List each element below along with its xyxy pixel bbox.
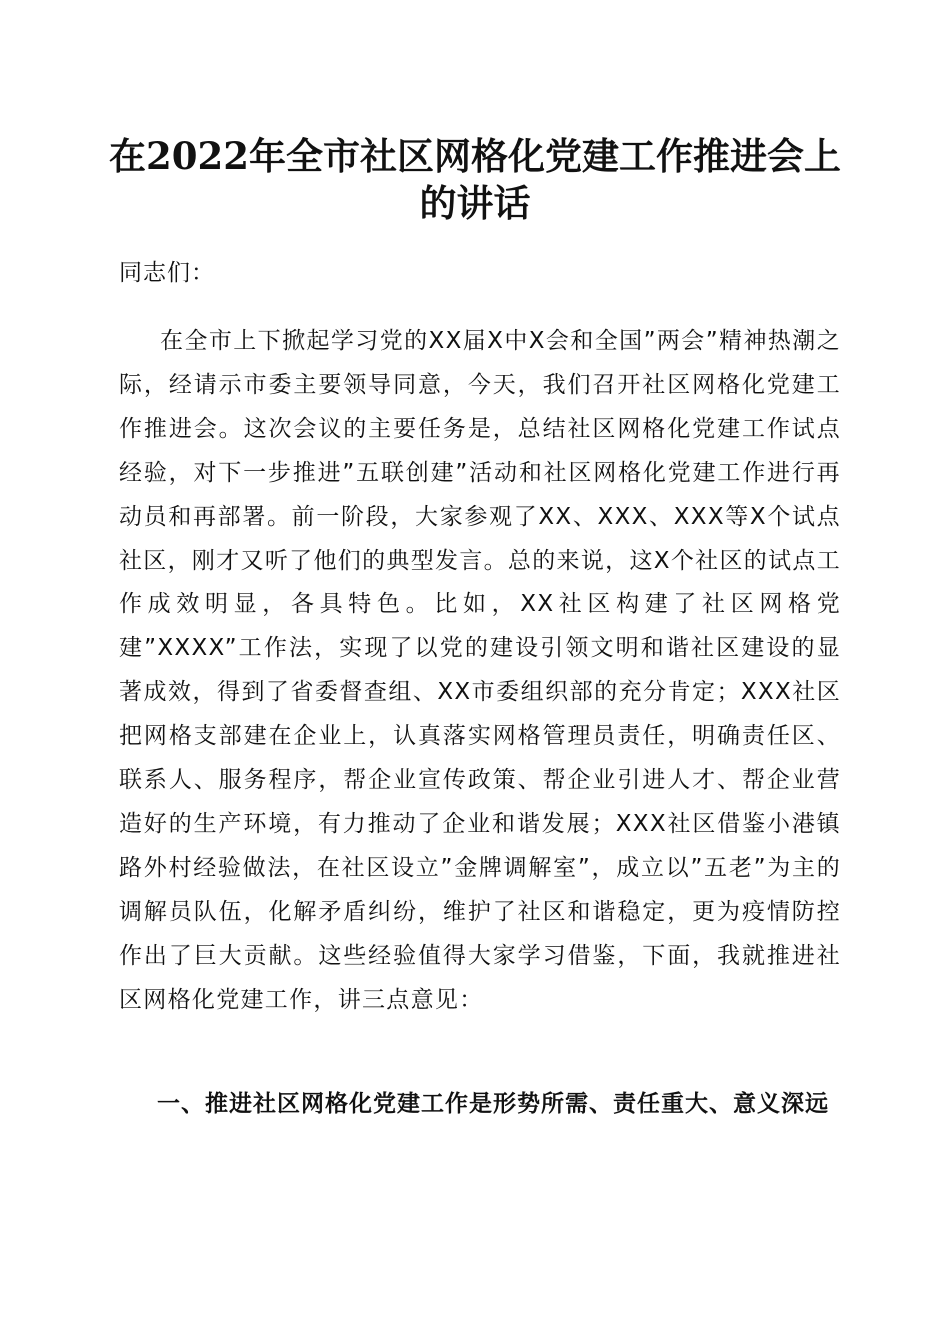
section-heading-1: 一、推进社区网格化党建工作是形势所需、责任重大、意义深远 xyxy=(157,1091,829,1117)
title-line-2: 的讲话 xyxy=(419,181,531,225)
document-title xyxy=(100,133,850,227)
title-line-1: 在2022年全市社区网格化党建工作推进会上 xyxy=(109,134,841,178)
body-paragraph: 在全市上下掀起学习党的XX届X中X会和全国”两会”精神热潮之际，经请示市委主要领导同意，今天，我们召开社区网格化党建工作推进会。这次会议的主要任务是，总结社区网格化党建工作试点经验，对下一步推进”五联创建”活动和社区网格化党建工作进行再动员和再部署。前一阶段，大家参观了XX、XXX、XXX等X个试点社区，刚才又听了他们的典型发言。总的来说，这X个社区的试点工作成效明显，各具特色。比如，XX社区构建了社区网格党建”XXXX”工作法，实现了以党的建设引领文明和谐社区建设的显著成效，得到了省委督查组、XX市委组织部的充分肯定；XXX社区把网格支部建在企业上，认真落实网格管理员责任，明确责任区、联系人、服务程序，帮企业宣传政策、帮企业引进人才、帮企业营造好的生产环境，有力推动了企业和谐发展；XXX社区借鉴小港镇路外村经验做法，在社区设立”金牌调解室”，成立以”五老”为主的调解员队伍，化解矛盾纠纷，维护了社区和谐稳定，更为疫情防控作出了巨大贡献。这些经验值得大家学习借鉴，下面，我就推进社区网格化党建工作，讲三点意见： xyxy=(119,328,841,1013)
salutation: 同志们： xyxy=(119,260,215,286)
